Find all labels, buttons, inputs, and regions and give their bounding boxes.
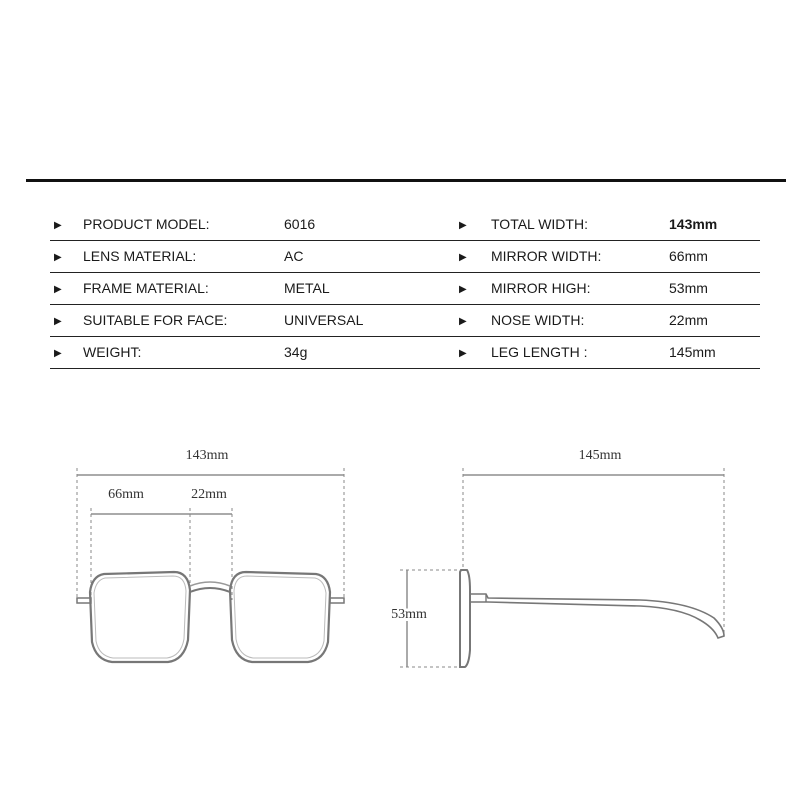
spec-label: PRODUCT MODEL: [83,216,210,232]
spec-label: SUITABLE FOR FACE: [83,312,228,328]
nose-width-label: 22mm [191,487,227,502]
right-temple-hinge [330,598,344,603]
triangle-right-icon: ▶ [459,348,467,359]
spec-label: TOTAL WIDTH: [491,216,588,232]
triangle-right-icon: ▶ [459,316,467,327]
spec-label: FRAME MATERIAL: [83,280,209,296]
left-lens-inner [94,576,186,658]
triangle-right-icon: ▶ [459,284,467,295]
nose-bridge [190,588,230,592]
right-lens-inner [234,576,326,658]
spec-value: 34g [284,344,308,360]
spec-value: AC [284,248,304,264]
left-temple-hinge [77,598,91,603]
right-lens-frame [230,572,330,662]
spec-value: METAL [284,280,330,296]
side-view [391,448,724,667]
spec-value: 22mm [669,312,708,328]
total-width-label: 143mm [185,448,229,463]
spec-value: 143mm [669,216,718,232]
triangle-right-icon: ▶ [54,252,62,263]
lens-width-label: 66mm [108,487,144,502]
spec-label: MIRROR WIDTH: [491,248,602,264]
spec-value: UNIVERSAL [284,312,364,328]
triangle-right-icon: ▶ [459,252,467,263]
triangle-right-icon: ▶ [54,284,62,295]
leg-length-label: 145mm [578,448,622,463]
spec-label: LENS MATERIAL: [83,248,197,264]
triangle-right-icon: ▶ [54,220,62,231]
triangle-right-icon: ▶ [459,220,467,231]
spec-label: NOSE WIDTH: [491,312,585,328]
spec-value: 66mm [669,248,708,264]
triangle-right-icon: ▶ [54,316,62,327]
spec-value: 6016 [284,216,316,232]
left-lens-frame [90,572,190,662]
spec-label: MIRROR HIGH: [491,280,591,296]
lens-side-profile [460,570,470,667]
temple-arm [470,594,724,638]
front-view [77,448,344,662]
spec-value: 145mm [669,344,716,360]
triangle-right-icon: ▶ [54,348,62,359]
top-bridge [190,582,230,586]
spec-label: WEIGHT: [83,344,142,360]
spec-label: LEG LENGTH : [491,344,588,360]
spec-value: 53mm [669,280,708,296]
lens-height-label: 53mm [391,607,427,622]
